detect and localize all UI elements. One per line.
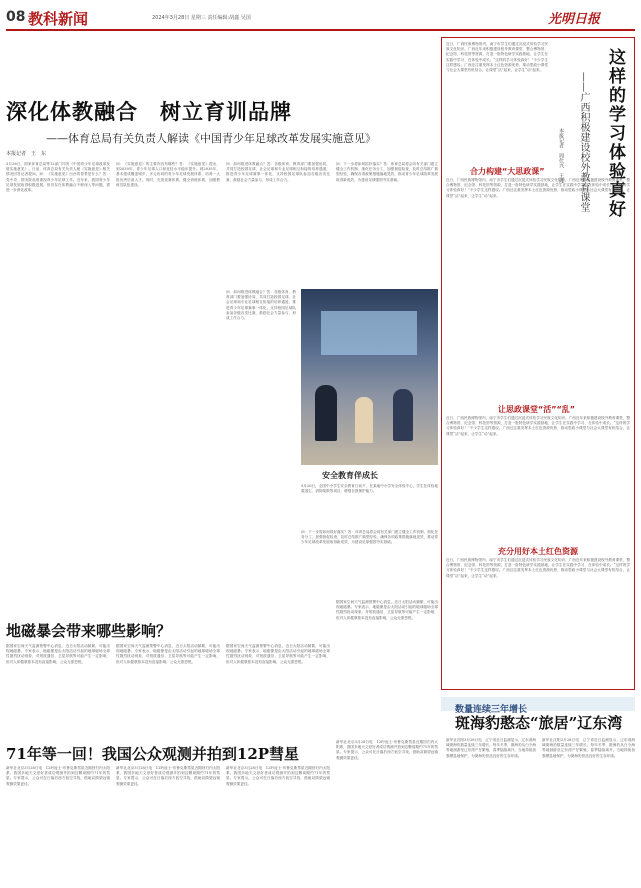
feature-subhead-2: 让思政课堂“活”“乱”: [498, 405, 576, 414]
story2-body: 据国家空间天气监测预警中心消息，近日太阳活动频繁，可能出现地磁暴。专家表示，地磁暴是由太阳活动引起的地球磁场全球性剧烈扰动现象，对短波通信、卫星导航等可能产生一定影响，但对人体健康基本没有直接影响，公众无需恐慌。: [6, 644, 110, 664]
banner-label: 数量连续三年增长: [455, 705, 528, 715]
photo-figure: [393, 389, 413, 441]
feature-byline: 本报记者 周仕兴 王瑾: [558, 128, 564, 183]
lead-column-2: 问：《实施意见》的主要内容有哪些？答：《实施意见》提出，到2030年，青少年足球人口和竞技水平稳步提升。到2035年，基本建成覆盖城乡、多元协同的青少年足球发展体系，培养一大批优秀后备人才。同时，完善竞赛体系，健全训练体系，加强教练员队伍建设。: [116, 162, 220, 187]
lead-byline: 本报记者 王 东: [6, 151, 47, 157]
feature-title: 这样的学习体验真好: [605, 48, 625, 219]
lead-column-3: 问：如何推进体教融合？答：各级体育、教育部门要加强协同，共同打造校园足球、社会足球和专业足球相互衔接的培养通道，推进青少年足球赛事一体化，支持校园足球队参加各级各类比赛，鼓励社会力量参与，形成工作合力。: [226, 162, 330, 182]
photo-caption-title: 安全教育伴成长: [322, 471, 378, 480]
story2-body-4: 据国家空间天气监测预警中心消息，近日太阳活动频繁，可能出现地磁暴。专家表示，地磁暴是由太阳活动引起的地球磁场全球性剧烈扰动现象，对短波通信、卫星导航等可能产生一定影响，但对人体健康基本没有直接影响，公众无需恐慌。: [336, 600, 438, 620]
feature-subtitle: ——广西积极建设校外教育课堂: [578, 72, 589, 212]
photo-figure: [315, 385, 337, 441]
page-header: [0, 0, 641, 32]
lead-subhead: ——体育总局有关负责人解读《中国青少年足球改革发展实施意见》: [46, 132, 376, 145]
feature-subhead-1: 合力构建“大思政课”: [470, 167, 545, 176]
date-line: 2024年3月28日 星期三 责任编辑:胡鑫 吴国: [152, 15, 251, 21]
section-title: 教科新闻: [28, 10, 89, 28]
story3-body-4: 新华社北京3月28日电 12P/庞士-布鲁克斯彗星近期回归内太阳系，我国多地天文爱好者成功观测并拍到这颗周期约71年的彗星。专家提示，公众可在日落后西方低空寻找，借助双筒望远镜观测效果更佳。: [336, 740, 438, 760]
banner: [441, 697, 635, 715]
header-rule: [6, 29, 635, 31]
lead-column-4: 问：下一步将如何抓好落实？答：体育总局将会同有关部门建立健全工作机制，细化任务分工，加强督促检查，及时总结推广典型经验，确保各项政策措施落地见效，推动青少年足球改革发展取得新成效，为建设足球强国夯实基础。: [336, 162, 438, 182]
story3-body-2: 新华社北京3月28日电 12P/庞士-布鲁克斯彗星近期回归内太阳系，我国多地天文爱好者成功观测并拍到这颗周期约71年的彗星。专家提示，公众可在日落后西方低空寻找，借助双筒望远镜观测效果更佳。: [116, 766, 220, 786]
story4-body-2: 新华社沈阳3月28日电 辽宁省近日监测显示，辽东湾海域斑海豹数量连续三年增长。每年冬季，斑海豹从白令海等地洄游至辽东湾产仔繁殖，春季陆续离开。当地持续加强栖息地保护，为斑海豹营造良好的生存环境。: [542, 738, 635, 758]
photo-caption: 3月26日，全国中小学生安全教育日前夕，在某地中小学安全体验中心，学生在体验地震逃生、消防疏散等项目，增强自我保护能力。: [301, 484, 438, 494]
story2-body-3: 据国家空间天气监测预警中心消息，近日太阳活动频繁，可能出现地磁暴。专家表示，地磁暴是由太阳活动引起的地球磁场全球性剧烈扰动现象，对短波通信、卫星导航等可能产生一定影响，但对人体健康基本没有直接影响，公众无需恐慌。: [226, 644, 330, 664]
story3-headline: 71年等一回！我国公众观测并拍到12P彗星: [6, 745, 300, 763]
lead-column-1: 3月28日，国家体育总局等12部门印发《中国青少年足球改革发展实施意见》。日前，体育总局有关负责人就《实施意见》相关情况回答记者提问。问：《实施意见》出台的背景是什么？答：党中央、国务院高度重视青少年足球工作。近年来，我国青少年足球发展取得积极进展，但仍存在体教融合不够深入等问题，需进一步深化改革。: [6, 162, 110, 193]
feature-text-2: 近日，广西民族博物馆内，南宁市学生们通过沉浸式体验学习民族文化知识。广西近年来积极建设校外教育课堂，整合博物馆、纪念馆、科技馆等资源，打造一批特色研学实践基地，让学生在实践中学习、在体验中成长。“这样的学习体验真好！”不少学生这样感叹。广西还注重发挥本土红色资源优势，推动思政小课堂与社会大课堂有机结合，让课堂“活”起来，让学生“动”起来。: [446, 416, 630, 436]
feature-subhead-3: 充分用好本土红色资源: [498, 547, 578, 556]
feature-text-3: 近日，广西民族博物馆内，南宁市学生们通过沉浸式体验学习民族文化知识。广西近年来积极建设校外教育课堂，整合博物馆、纪念馆、科技馆等资源，打造一批特色研学实践基地，让学生在实践中学习、在体验中成长。“这样的学习体验真好！”不少学生这样感叹。广西还注重发挥本土红色资源优势，推动思政小课堂与社会大课堂有机结合，让课堂“活”起来，让学生“动”起来。: [446, 558, 630, 578]
lead-column-4b: 问：下一步将如何抓好落实？答：体育总局将会同有关部门建立健全工作机制，细化任务分工，加强督促检查，及时总结推广典型经验，确保各项政策措施落地见效，推动青少年足球改革发展取得新成效，为建设足球强国夯实基础。: [301, 530, 438, 545]
lead-headline: 深化体教融合 树立育训品牌: [6, 99, 292, 124]
story3-body: 新华社北京3月28日电 12P/庞士-布鲁克斯彗星近期回归内太阳系，我国多地天文爱好者成功观测并拍到这颗周期约71年的彗星。专家提示，公众可在日落后西方低空寻找，借助双筒望远镜观测效果更佳。: [6, 766, 110, 786]
story3-body-3: 新华社北京3月28日电 12P/庞士-布鲁克斯彗星近期回归内太阳系，我国多地天文爱好者成功观测并拍到这颗周期约71年的彗星。专家提示，公众可在日落后西方低空寻找，借助双筒望远镜观测效果更佳。: [226, 766, 330, 786]
photo-figure: [355, 397, 373, 443]
news-photo: [301, 289, 438, 465]
photo-screen: [321, 311, 417, 355]
feature-intro: 近日，广西民族博物馆内，南宁市学生们通过沉浸式体验学习民族文化知识。广西近年来积极建设校外教育课堂，整合博物馆、纪念馆、科技馆等资源，打造一批特色研学实践基地，让学生在实践中学习、在体验中成长。“这样的学习体验真好！”不少学生这样感叹。广西还注重发挥本土红色资源优势，推动思政小课堂与社会大课堂有机结合，让课堂“活”起来，让学生“动”起来。: [446, 42, 548, 73]
page-number: 08: [6, 9, 26, 25]
story4-body: 新华社沈阳3月28日电 辽宁省近日监测显示，辽东湾海域斑海豹数量连续三年增长。每年冬季，斑海豹从白令海等地洄游至辽东湾产仔繁殖，春季陆续离开。当地持续加强栖息地保护，为斑海豹营造良好的生存环境。: [446, 738, 536, 758]
story2-body-2: 据国家空间天气监测预警中心消息，近日太阳活动频繁，可能出现地磁暴。专家表示，地磁暴是由太阳活动引起的地球磁场全球性剧烈扰动现象，对短波通信、卫星导航等可能产生一定影响，但对人体健康基本没有直接影响，公众无需恐慌。: [116, 644, 220, 664]
newspaper-logo: 光明日报: [548, 12, 601, 27]
story4-headline: 斑海豹憨态“旅居”辽东湾: [455, 714, 623, 732]
lead-column-3b: 问：如何推进体教融合？答：各级体育、教育部门要加强协同，共同打造校园足球、社会足球和专业足球相互衔接的培养通道，推进青少年足球赛事一体化，支持校园足球队参加各级各类比赛，鼓励社会力量参与，形成工作合力。: [226, 290, 296, 321]
feature-text-1: 近日，广西民族博物馆内，南宁市学生们通过沉浸式体验学习民族文化知识。广西近年来积极建设校外教育课堂，整合博物馆、纪念馆、科技馆等资源，打造一批特色研学实践基地，让学生在实践中学习、在体验中成长。“这样的学习体验真好！”不少学生这样感叹。广西还注重发挥本土红色资源优势，推动思政小课堂与社会大课堂有机结合，让课堂“活”起来，让学生“动”起来。: [446, 178, 630, 198]
story2-headline: 地磁暴会带来哪些影响？: [6, 622, 172, 640]
